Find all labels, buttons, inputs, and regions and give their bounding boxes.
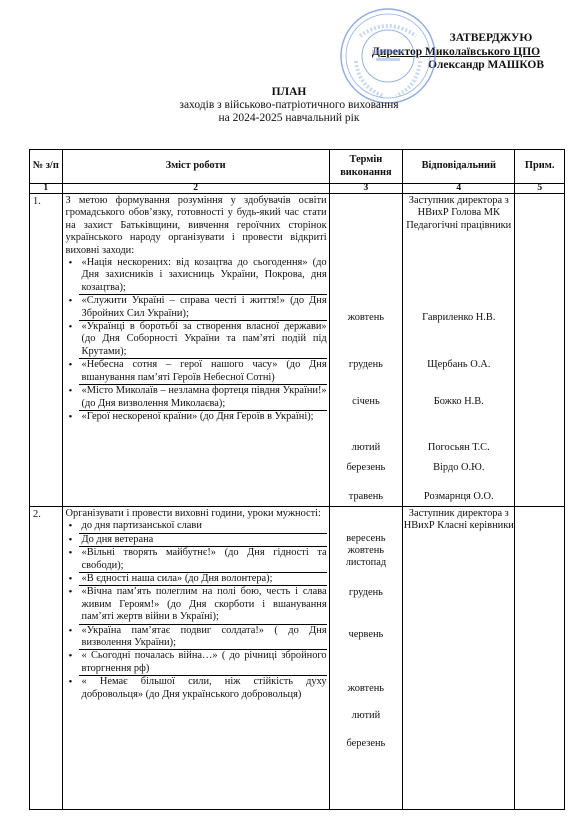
term-value: листопад [345, 557, 387, 568]
term-value: червень [348, 629, 384, 640]
column-number-row [30, 184, 565, 194]
term-value: жовтень [347, 545, 384, 556]
list-item: • «Місто Миколаїв – незламна фортеця півдня України!» (до Дня визволення Миколаєва); [79, 385, 327, 411]
list-item: • « Сьогодні почалась війна…» ( до річниці збройного вторгнення рф) [79, 650, 327, 676]
responsible-person: Вірдо О.Ю. [433, 462, 485, 473]
term-value: грудень [348, 587, 383, 598]
approve-name: Олександр МАШКОВ [427, 59, 544, 71]
responsible-person: Погосьян Т.С. [427, 442, 490, 453]
term-value: жовтень [347, 683, 384, 694]
title-subject: заходів з військово-патріотичного виховання [179, 99, 399, 111]
list-item: • «В єдності наша сила» (до Дня волонтера); [79, 573, 327, 586]
term-value: жовтень [347, 312, 384, 323]
event-list [66, 520, 327, 701]
responsible-roles: Заступник директора з НВихР Класні керівники [403, 508, 514, 532]
list-item: • «Вільні творять майбутнє!» (до Дня гідності та свободи); [79, 547, 327, 573]
term-value: травень [348, 491, 384, 502]
responsible-person: Щербань О.А. [427, 359, 491, 370]
term-value: січень [352, 396, 380, 407]
row-number: 1. [30, 194, 63, 507]
term-value: грудень [348, 359, 383, 370]
list-item: • «Нація нескорених: від козацтва до сьогодення» (до Дня захисників і захисниць України, Покрова, дня козацтва); [79, 257, 327, 295]
row-notes [515, 507, 565, 810]
event-list [66, 257, 327, 423]
header-notes: Прим. [515, 150, 565, 184]
col-number: 2 [62, 184, 329, 194]
list-item: • « Немає більшої сили, ніж стійкість духу добровольця» (до Дня українського добровольця) [79, 676, 327, 701]
approve-heading: ЗАТВЕРДЖУЮ [449, 32, 533, 44]
list-item: • «Небесна сотня – герої нашого часу» (до Дня вшанування пам’яті Героїв Небесної Сотні) [79, 359, 327, 385]
table-header-row [30, 150, 565, 184]
row-number: 2. [30, 507, 63, 810]
term-value: лютий [351, 710, 381, 721]
row-notes [515, 194, 565, 507]
row-intro: Організувати і провести виховні години, уроки мужності: [65, 508, 321, 519]
title-year: на 2024-2025 навчальний рік [218, 112, 360, 124]
responsible-person: Розмарнця О.О. [423, 491, 494, 502]
col-number: 4 [403, 184, 515, 194]
row-terms [329, 507, 403, 810]
header-responsible: Відповідальний [403, 150, 515, 184]
row-responsible [403, 507, 515, 810]
row-intro: З метою формування розуміння у здобувачів освіти громадського обов’язку, готовності у будь-який час стати на захист Батьківщини, вивчення героїчних сторінок українського народу організувати і провести відкриті виховні заходи: [65, 195, 327, 256]
responsible-person: Гавриленко Н.В. [422, 312, 496, 323]
list-item: • До дня ветерана [79, 534, 327, 547]
list-item: • до дня партизанської слави [79, 520, 327, 533]
table-row [30, 194, 565, 507]
row-content [62, 507, 329, 810]
list-item: • «Герої нескореної країни» (до Дня Героїв в Україні); [79, 411, 327, 423]
table-row [30, 507, 565, 810]
plan-table [29, 149, 565, 810]
term-value: лютий [351, 442, 381, 453]
list-item: • «Українці в боротьбі за створення власної держави» (до Дня Соборності України та пам’яті подій під Крутами); [79, 321, 327, 359]
header-number: № з/п [30, 150, 63, 184]
list-item: • «Вічна пам’ять полеглим на полі бою, честь і слава живим Героям!» (до Дня скорботи і вшанування пам’яті жертв війни в Україні); [79, 586, 327, 624]
responsible-person: Божко Н.В. [433, 396, 484, 407]
document-title [0, 86, 578, 125]
approve-position: Директор Миколаївського ЦПО [371, 45, 541, 58]
header-content: Зміст роботи [62, 150, 329, 184]
responsible-roles: Заступник директора з НВихР Голова МК Педагогічні працівники [406, 195, 512, 231]
row-terms [329, 194, 403, 507]
list-item: • «Служити Україні – справа честі і життя!» (до Дня Збройних Сил України); [79, 295, 327, 321]
col-number: 1 [30, 184, 63, 194]
title-plan: ПЛАН [271, 86, 307, 98]
term-value: березень [346, 738, 386, 749]
header-term: Термін виконання [329, 150, 403, 184]
list-item: • «Україна пам’ятає подвиг солдата!» ( до Дня визволення України); [79, 625, 327, 651]
row-content [62, 194, 329, 507]
term-value: вересень [346, 533, 386, 544]
term-value: березень [346, 462, 386, 473]
row-responsible [403, 194, 515, 507]
col-number: 5 [515, 184, 565, 194]
col-number: 3 [329, 184, 403, 194]
